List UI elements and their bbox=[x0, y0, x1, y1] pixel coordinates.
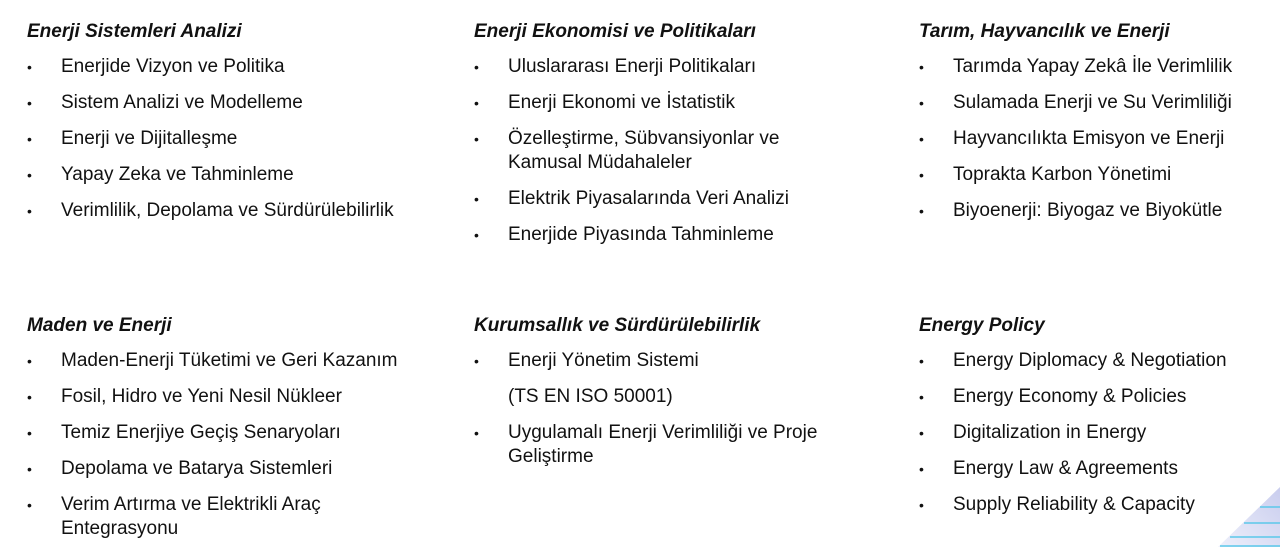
bullet-icon: • bbox=[27, 167, 32, 183]
list-item bbox=[474, 187, 854, 211]
item-text: Elektrik Piyasalarında Veri Analizi bbox=[508, 188, 789, 209]
bullet-icon: • bbox=[919, 95, 924, 111]
list-item bbox=[474, 55, 854, 79]
topic-list bbox=[474, 55, 854, 247]
item-text: (TS EN ISO 50001) bbox=[508, 386, 673, 407]
item-text: Hayvancılıkta Emisyon ve Enerji bbox=[953, 128, 1225, 149]
section-title: Maden ve Enerji bbox=[27, 315, 172, 336]
list-item bbox=[27, 421, 437, 445]
list-item bbox=[919, 349, 1280, 373]
item-text: Verimlilik, Depolama ve Sürdürülebilirlik bbox=[61, 200, 394, 221]
list-item bbox=[474, 91, 854, 115]
list-item bbox=[27, 55, 457, 79]
list-item bbox=[474, 127, 854, 175]
section-kurumsallik bbox=[474, 314, 854, 481]
bullet-icon: • bbox=[27, 95, 32, 111]
item-text: Biyoenerji: Biyogaz ve Biyokütle bbox=[953, 200, 1223, 221]
bullet-icon: • bbox=[919, 203, 924, 219]
item-text: Özelleştirme, Sübvansiyonlar ve Kamusal Müdahaleler bbox=[508, 128, 780, 173]
section-enerji-sistemleri-analizi bbox=[27, 20, 457, 235]
list-item bbox=[474, 223, 854, 247]
section-maden-ve-enerji bbox=[27, 314, 437, 553]
bullet-icon: • bbox=[474, 59, 479, 75]
item-text: Verim Artırma ve Elektrikli Araç Entegrasyonu bbox=[61, 494, 321, 539]
list-item bbox=[27, 457, 437, 481]
bullet-icon: • bbox=[27, 203, 32, 219]
item-text: Toprakta Karbon Yönetimi bbox=[953, 164, 1172, 185]
list-item bbox=[474, 421, 854, 469]
item-text: Energy Economy & Policies bbox=[953, 386, 1187, 407]
section-title: Enerji Sistemleri Analizi bbox=[27, 21, 242, 42]
bullet-icon: • bbox=[474, 191, 479, 207]
bullet-icon: • bbox=[27, 461, 32, 477]
item-text: Supply Reliability & Capacity bbox=[953, 494, 1195, 515]
list-item bbox=[919, 385, 1280, 409]
bullet-icon: • bbox=[919, 131, 924, 147]
section-title: Enerji Ekonomisi ve Politikaları bbox=[474, 21, 756, 42]
section-title: Kurumsallık ve Sürdürülebilirlik bbox=[474, 315, 761, 336]
item-text: Enerji ve Dijitalleşme bbox=[61, 128, 238, 149]
bullet-icon: • bbox=[919, 353, 924, 369]
list-item-continuation bbox=[474, 385, 854, 409]
bullet-icon: • bbox=[27, 389, 32, 405]
item-text: Sistem Analizi ve Modelleme bbox=[61, 92, 303, 113]
topic-list bbox=[27, 349, 437, 541]
bullet-icon: • bbox=[27, 353, 32, 369]
bullet-icon: • bbox=[919, 461, 924, 477]
bullet-icon: • bbox=[919, 497, 924, 513]
item-text: Digitalization in Energy bbox=[953, 422, 1147, 443]
list-item bbox=[919, 163, 1280, 187]
item-text: Enerjide Piyasında Tahminleme bbox=[508, 224, 774, 245]
item-text: Sulamada Enerji ve Su Verimliliği bbox=[953, 92, 1232, 113]
item-text: Enerji Yönetim Sistemi bbox=[508, 350, 699, 371]
list-item bbox=[919, 127, 1280, 151]
item-text: Uygulamalı Enerji Verimliliği ve Proje Geliştirme bbox=[508, 422, 818, 467]
bullet-icon: • bbox=[474, 95, 479, 111]
bullet-icon: • bbox=[919, 389, 924, 405]
list-item bbox=[27, 163, 457, 187]
item-text: Uluslararası Enerji Politikaları bbox=[508, 56, 757, 77]
item-text: Maden-Enerji Tüketimi ve Geri Kazanım bbox=[61, 350, 398, 371]
bullet-icon: • bbox=[474, 227, 479, 243]
item-text: Yapay Zeka ve Tahminleme bbox=[61, 164, 294, 185]
topic-list bbox=[474, 349, 854, 469]
item-text: Depolama ve Batarya Sistemleri bbox=[61, 458, 333, 479]
bullet-icon: • bbox=[474, 353, 479, 369]
bullet-icon: • bbox=[919, 59, 924, 75]
topic-list bbox=[919, 55, 1280, 223]
item-text: Enerjide Vizyon ve Politika bbox=[61, 56, 285, 77]
section-enerji-ekonomisi bbox=[474, 20, 854, 259]
bullet-icon: • bbox=[474, 425, 479, 441]
item-text: Enerji Ekonomi ve İstatistik bbox=[508, 92, 736, 113]
list-item bbox=[919, 421, 1280, 445]
list-item bbox=[27, 349, 437, 373]
section-tarim-hayvancilik bbox=[919, 20, 1280, 235]
list-item bbox=[919, 55, 1280, 79]
item-text: Fosil, Hidro ve Yeni Nesil Nükleer bbox=[61, 386, 342, 407]
list-item bbox=[919, 199, 1280, 223]
bullet-icon: • bbox=[27, 497, 32, 513]
item-text: Tarımda Yapay Zekâ İle Verimlilik bbox=[953, 56, 1233, 77]
list-item bbox=[27, 493, 361, 541]
corner-decoration-icon bbox=[1218, 487, 1280, 547]
list-item bbox=[27, 199, 457, 223]
list-item bbox=[919, 457, 1280, 481]
bullet-icon: • bbox=[27, 59, 32, 75]
bullet-icon: • bbox=[474, 131, 479, 147]
list-item bbox=[474, 349, 854, 373]
section-title: Tarım, Hayvancılık ve Enerji bbox=[919, 21, 1170, 42]
bullet-icon: • bbox=[919, 425, 924, 441]
item-text: Energy Law & Agreements bbox=[953, 458, 1178, 479]
item-text: Temiz Enerjiye Geçiş Senaryoları bbox=[61, 422, 341, 443]
bullet-icon: • bbox=[27, 131, 32, 147]
section-title: Energy Policy bbox=[919, 315, 1045, 336]
list-item bbox=[27, 91, 457, 115]
bullet-icon: • bbox=[27, 425, 32, 441]
list-item bbox=[919, 91, 1280, 115]
list-item bbox=[27, 127, 457, 151]
item-text: Energy Diplomacy & Negotiation bbox=[953, 350, 1227, 371]
list-item bbox=[27, 385, 437, 409]
bullet-icon: • bbox=[919, 167, 924, 183]
topic-list bbox=[27, 55, 457, 223]
